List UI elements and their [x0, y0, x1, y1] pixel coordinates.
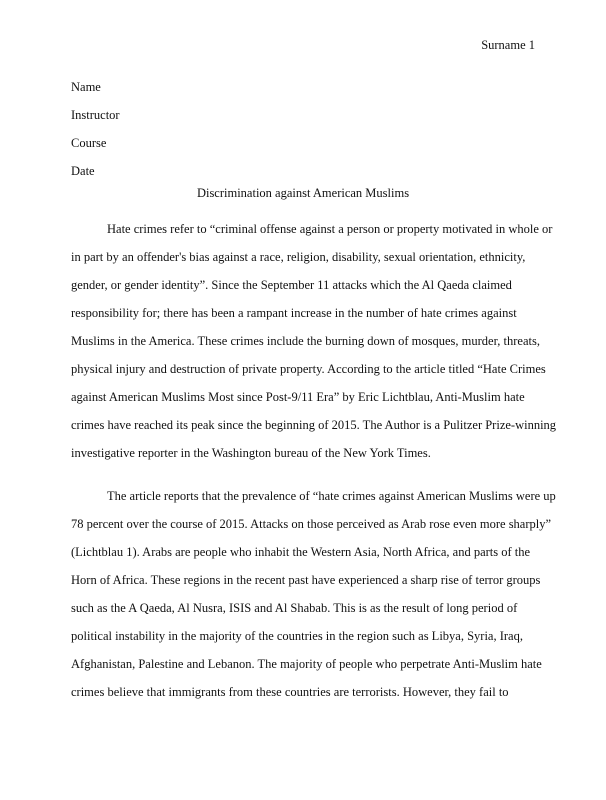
paragraph-line: against American Muslims Most since Post-9/11 Era” by Eric Lichtblau, Anti-Muslim hate [71, 390, 525, 404]
paragraph [71, 215, 557, 467]
paragraph-line: 78 percent over the course of 2015. Attacks on those perceived as Arab rose even more sharply” [71, 517, 552, 531]
paragraph-line: political instability in the majority of the countries in the region such as Libya, Syria, Iraq, [71, 629, 523, 643]
date: Date [71, 164, 95, 178]
paragraph-line: crimes believe that immigrants from these countries are terrorists. However, they fail to [71, 685, 509, 699]
paragraph-line: crimes have reached its peak since the beginning of 2015. The Author is a Pulitzer Prize-winning [71, 418, 557, 432]
paragraph-line: Muslims in the America. These crimes include the burning down of mosques, murder, threats, [71, 334, 540, 348]
paragraph-line: physical injury and destruction of private property. According to the article titled “Hate Crimes [71, 362, 546, 376]
paragraph-line: Hate crimes refer to “criminal offense against a person or property motivated in whole or [107, 222, 553, 236]
running-head: Surname 1 [481, 38, 535, 52]
paragraph-line: investigative reporter in the Washington bureau of the New York Times. [71, 446, 431, 460]
paragraph-line: (Lichtblau 1). Arabs are people who inhabit the Western Asia, North Africa, and parts of the [71, 545, 531, 559]
instructor-name: Instructor [71, 108, 120, 122]
paragraph [71, 482, 556, 706]
paragraph-line: in part by an offender's bias against a race, religion, disability, sexual orientation, ethnicity, [71, 250, 526, 264]
student-name: Name [71, 80, 101, 94]
paragraph-line: The article reports that the prevalence of “hate crimes against American Muslims were up [107, 489, 556, 503]
paragraph-line: Afghanistan, Palestine and Lebanon. The majority of people who perpetrate Anti-Muslim hate [71, 657, 542, 671]
heading-block [71, 73, 120, 185]
course-name: Course [71, 136, 107, 150]
document-title: Discrimination against American Muslims [196, 186, 410, 200]
paragraph-line: such as the A Qaeda, Al Nusra, ISIS and Al Shabab. This is as the result of long period of [71, 601, 518, 615]
paragraph-line: gender, or gender identity”. Since the September 11 attacks which the Al Qaeda claimed [71, 278, 512, 292]
paragraph-line: responsibility for; there has been a rampant increase in the number of hate crimes against [71, 306, 517, 320]
paragraph-line: Horn of Africa. These regions in the recent past have experienced a sharp rise of terror groups [71, 573, 541, 587]
